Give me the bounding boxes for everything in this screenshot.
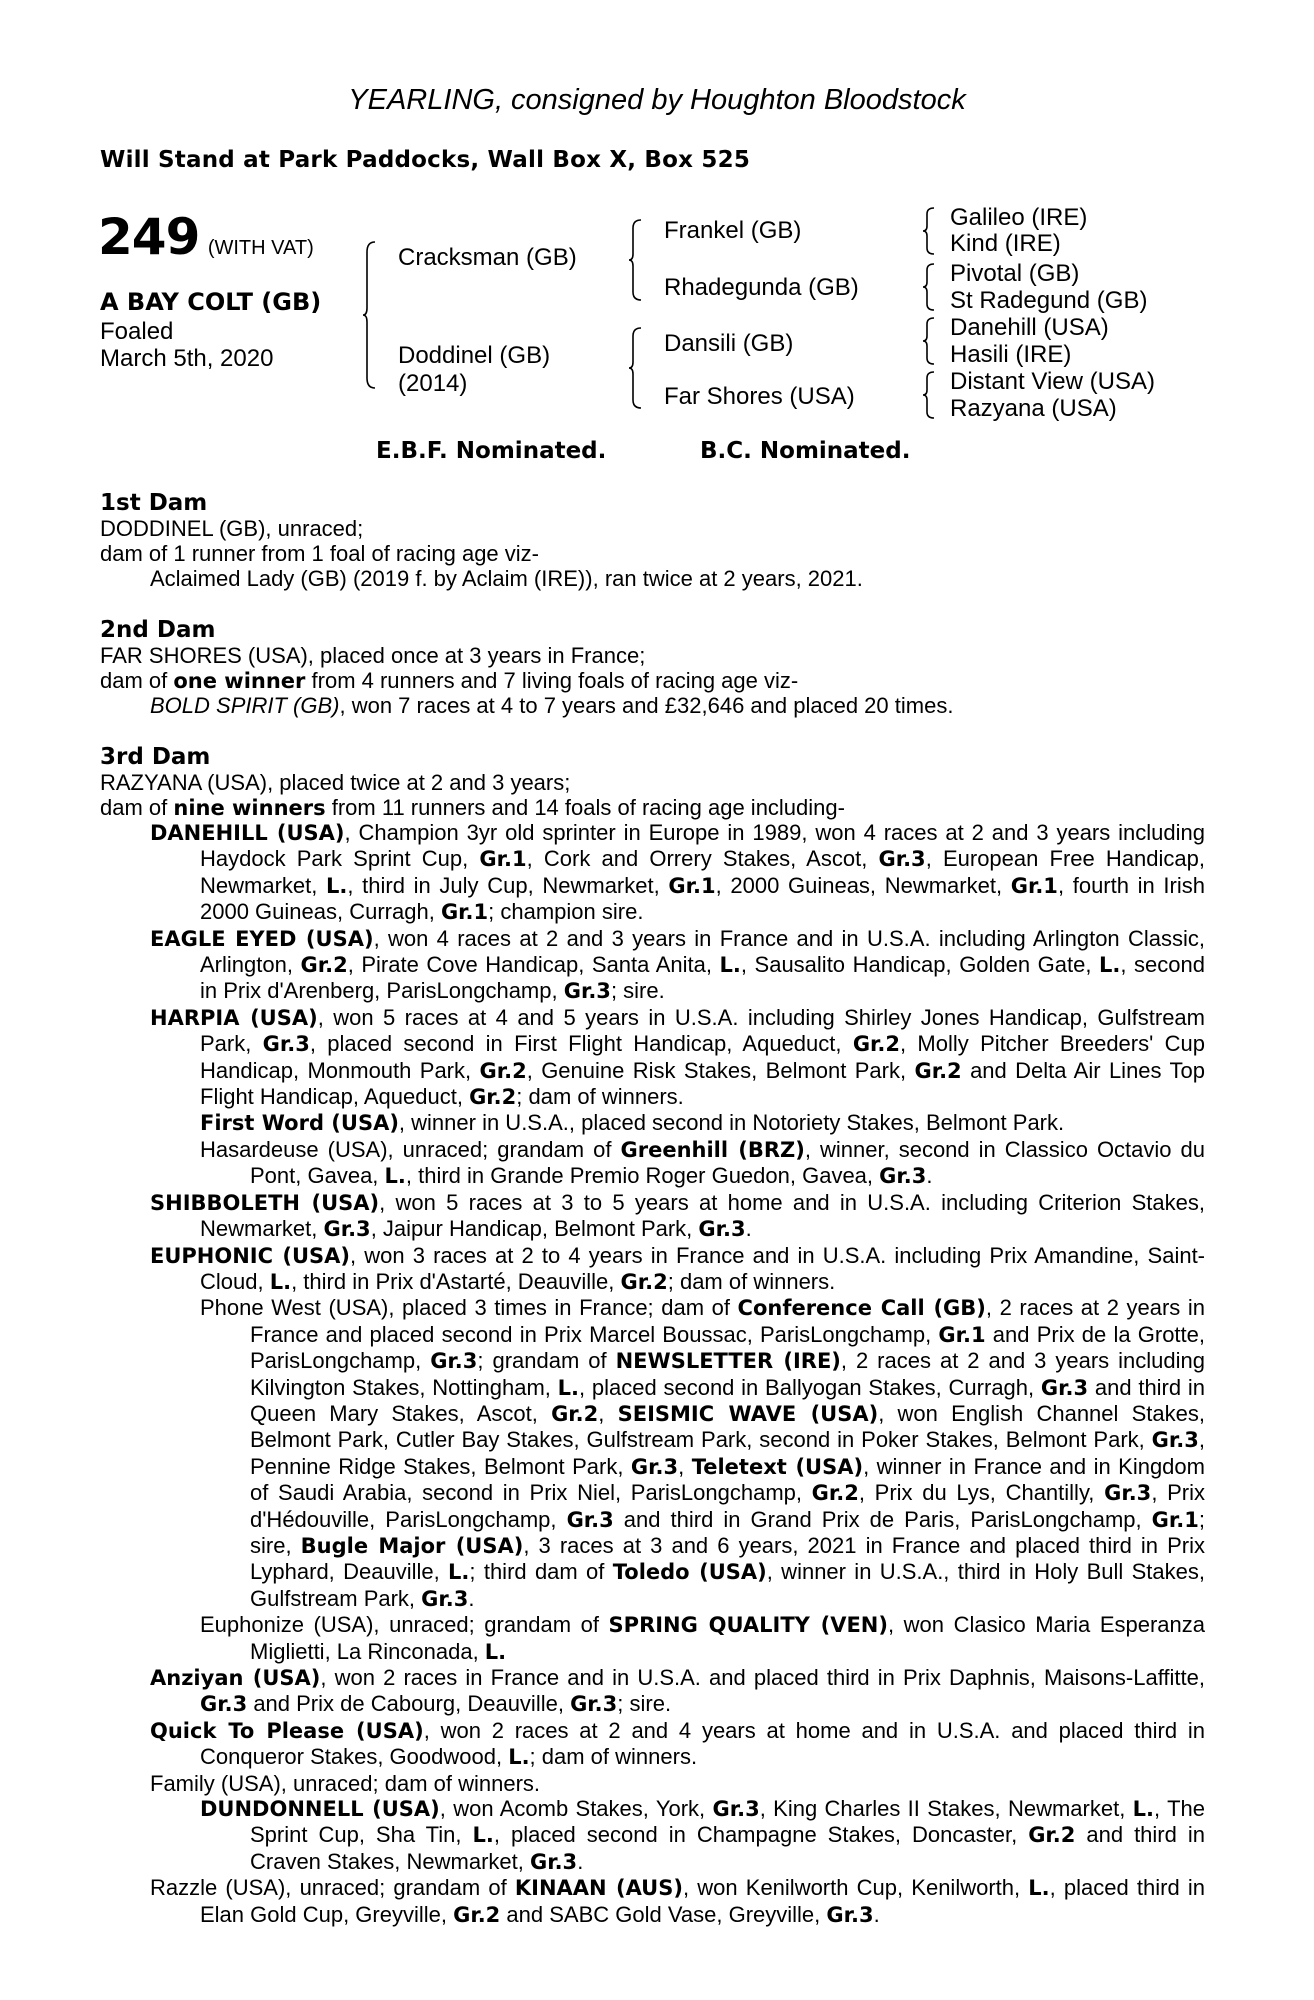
bc-nominated: B.C. Nominated. bbox=[700, 438, 911, 464]
ped-g2: Kind (IRE) bbox=[950, 230, 1061, 257]
first-dam-title: 1st Dam bbox=[100, 490, 208, 516]
produce-first-word: First Word (USA), winner in U.S.A., placed second in Notoriety Stakes, Belmont Park. bbox=[200, 1110, 1065, 1136]
lot-vat: (WITH VAT) bbox=[207, 237, 314, 259]
brace-sire bbox=[628, 218, 644, 302]
horse-name: A BAY COLT (GB) bbox=[100, 288, 322, 316]
produce-family: Family (USA), unraced; dam of winners. bbox=[150, 1770, 541, 1796]
third-dam-title: 3rd Dam bbox=[100, 744, 211, 770]
ped-dam: Doddinel (GB) bbox=[398, 342, 551, 369]
ped-dam-year: (2014) bbox=[398, 370, 468, 397]
brace-g4 bbox=[922, 370, 936, 420]
brace-dam bbox=[628, 326, 644, 410]
ped-g5: Danehill (USA) bbox=[950, 314, 1109, 341]
produce-dundonnell: DUNDONNELL (USA), won Acomb Stakes, York, Gr.3, King Charles II Stakes, Newmarket, L., The Sprint Cup, Sha Tin, L., placed second in Champagne Stakes, Doncaster, Gr.2 and third in Craven Stakes, Newmarket, Gr.3. bbox=[200, 1796, 1205, 1874]
first-dam-line3: Aclaimed Lady (GB) (2019 f. by Aclaim (IRE)), ran twice at 2 years, 2021. bbox=[150, 566, 863, 591]
lot-number: 249 bbox=[98, 208, 200, 266]
brace-g2 bbox=[922, 262, 936, 312]
page-header: YEARLING, consigned by Houghton Bloodstock bbox=[348, 84, 966, 116]
produce-quick-to-please: Quick To Please (USA), won 2 races at 2 and 4 years at home and in U.S.A. and placed third in Conqueror Stakes, Goodwood, L.; dam of winners. bbox=[150, 1717, 1205, 1770]
brace-main bbox=[362, 240, 378, 390]
first-dam-line1: DODDINEL (GB), unraced; bbox=[100, 516, 364, 541]
second-dam-line2: dam of one winner from 4 runners and 7 living foals of racing age viz- bbox=[100, 668, 799, 693]
ped-g7: Distant View (USA) bbox=[950, 368, 1155, 395]
foaled-label: Foaled bbox=[100, 318, 174, 345]
ped-g6: Hasili (IRE) bbox=[950, 341, 1072, 368]
stand-location: Will Stand at Park Paddocks, Wall Box X, Box 525 bbox=[100, 147, 751, 173]
produce-harpia: HARPIA (USA), won 5 races at 4 and 5 years in U.S.A. including Shirley Jones Handicap, Gulfstream Park, Gr.3, placed second in First Flight Handicap, Aqueduct, Gr.2, Molly Pitcher Breeders' Cup Handicap, Monmouth Park, Gr.2, Genuine Risk Stakes, Belmont Park, Gr.2 and Delta Air Lines Top Flight Handicap, Aqueduct, Gr.2; dam of winners. bbox=[150, 1004, 1205, 1110]
ped-g8: Razyana (USA) bbox=[950, 395, 1117, 422]
lot-info bbox=[98, 208, 314, 266]
second-dam-line3: BOLD SPIRIT (GB), won 7 races at 4 to 7 years and £32,646 and placed 20 times. bbox=[150, 693, 954, 718]
produce-shibboleth: SHIBBOLETH (USA), won 5 races at 3 to 5 years at home and in U.S.A. including Criterion Stakes, Newmarket, Gr.3, Jaipur Handicap, Belmont Park, Gr.3. bbox=[150, 1189, 1205, 1242]
produce-euphonic: EUPHONIC (USA), won 3 races at 2 to 4 years in France and in U.S.A. including Prix Amandine, Saint-Cloud, L., third in Prix d'Astarté, Deauville, Gr.2; dam of winners. bbox=[150, 1242, 1206, 1294]
produce-anziyan: Anziyan (USA), won 2 races in France and in U.S.A. and placed third in Prix Daphnis, Maisons-Laffitte, Gr.3 and Prix de Cabourg, Deauville, Gr.3; sire. bbox=[150, 1665, 1205, 1717]
ebf-nominated: E.B.F. Nominated. bbox=[376, 438, 607, 464]
third-dam-line1: RAZYANA (USA), placed twice at 2 and 3 years; bbox=[100, 770, 571, 795]
second-dam-title: 2nd Dam bbox=[100, 617, 216, 643]
foaled-info bbox=[100, 318, 273, 372]
produce-hasardeuse: Hasardeuse (USA), unraced; grandam of Greenhill (BRZ), winner, second in Classico Octavio du Pont, Gavea, L., third in Grande Premio Roger Guedon, Gavea, Gr.3. bbox=[200, 1136, 1206, 1189]
ped-sire-dam: Rhadegunda (GB) bbox=[664, 274, 859, 301]
ped-g4: St Radegund (GB) bbox=[950, 287, 1148, 314]
ped-sire: Cracksman (GB) bbox=[398, 244, 577, 271]
foaled-date: March 5th, 2020 bbox=[100, 345, 274, 372]
produce-razzle: Razzle (USA), unraced; grandam of KINAAN (AUS), won Kenilworth Cup, Kenilworth, L., placed third in Elan Gold Cup, Greyville, Gr.2 and SABC Gold Vase, Greyville, Gr.3. bbox=[150, 1875, 1205, 1927]
ped-dam-dam: Far Shores (USA) bbox=[664, 383, 855, 410]
third-dam-produce bbox=[150, 820, 1205, 1928]
second-dam-line1: FAR SHORES (USA), placed once at 3 years in France; bbox=[100, 643, 646, 668]
ped-g1: Galileo (IRE) bbox=[950, 204, 1088, 231]
ped-sire-sire: Frankel (GB) bbox=[664, 217, 802, 244]
ped-dam-sire: Dansili (GB) bbox=[664, 330, 794, 357]
first-dam-line2: dam of 1 runner from 1 foal of racing age viz- bbox=[100, 541, 539, 566]
ped-g3: Pivotal (GB) bbox=[950, 260, 1080, 287]
produce-eagle-eyed: EAGLE EYED (USA), won 4 races at 2 and 3 years in France and in U.S.A. including Arlington Classic, Arlington, Gr.2, Pirate Cove Handicap, Santa Anita, L., Sausalito Handicap, Golden Gate, L., second in Prix d'Arenberg, ParisLongchamp, Gr.3; sire. bbox=[150, 925, 1205, 1004]
produce-danehill: DANEHILL (USA), Champion 3yr old sprinter in Europe in 1989, won 4 races at 2 and 3 years including Haydock Park Sprint Cup, Gr.1, Cork and Orrery Stakes, Ascot, Gr.3, European Free Handicap, Newmarket, L., third in July Cup, Newmarket, Gr.1, 2000 Guineas, Newmarket, Gr.1, fourth in Irish 2000 Guineas, Curragh, Gr.1; champion sire. bbox=[150, 820, 1205, 925]
brace-g1 bbox=[922, 206, 936, 256]
produce-phone-west: Phone West (USA), placed 3 times in France; dam of Conference Call (GB), 2 races at 2 years in France and placed second in Prix Marcel Boussac, ParisLongchamp, Gr.1 and Prix de la Grotte, ParisLongchamp, Gr.3; grandam of NEWSLETTER (IRE), 2 races at 2 and 3 years including Kilvington Stakes, Nottingham, L., placed second in Ballyogan Stakes, Curragh, Gr.3 and third in Queen Mary Stakes, Ascot, Gr.2, SEISMIC WAVE (USA), won English Channel Stakes, Belmont Park, Cutler Bay Stakes, Gulfstream Park, second in Poker Stakes, Belmont Park, Gr.3, Pennine Ridge Stakes, Belmont Park, Gr.3, Teletext (USA), winner in France and in Kingdom of Saudi Arabia, second in Prix Niel, ParisLongchamp, Gr.2, Prix du Lys, Chantilly, Gr.3, Prix d'Hédouville, ParisLongchamp, Gr.3 and third in Grand Prix de Paris, ParisLongchamp, Gr.1; sire, Bugle Major (USA), 3 races at 3 and 6 years, 2021 in France and placed third in Prix Lyphard, Deauville, L.; third dam of Toledo (USA), winner in U.S.A., third in Holy Bull Stakes, Gulfstream Park, Gr.3. bbox=[200, 1295, 1206, 1611]
brace-g3 bbox=[922, 316, 936, 366]
third-dam-line2: dam of nine winners from 11 runners and 14 foals of racing age including- bbox=[100, 795, 845, 820]
produce-euphonize: Euphonize (USA), unraced; grandam of SPRING QUALITY (VEN), won Clasico Maria Esperanza Miglietti, La Rinconada, L. bbox=[200, 1612, 1205, 1664]
